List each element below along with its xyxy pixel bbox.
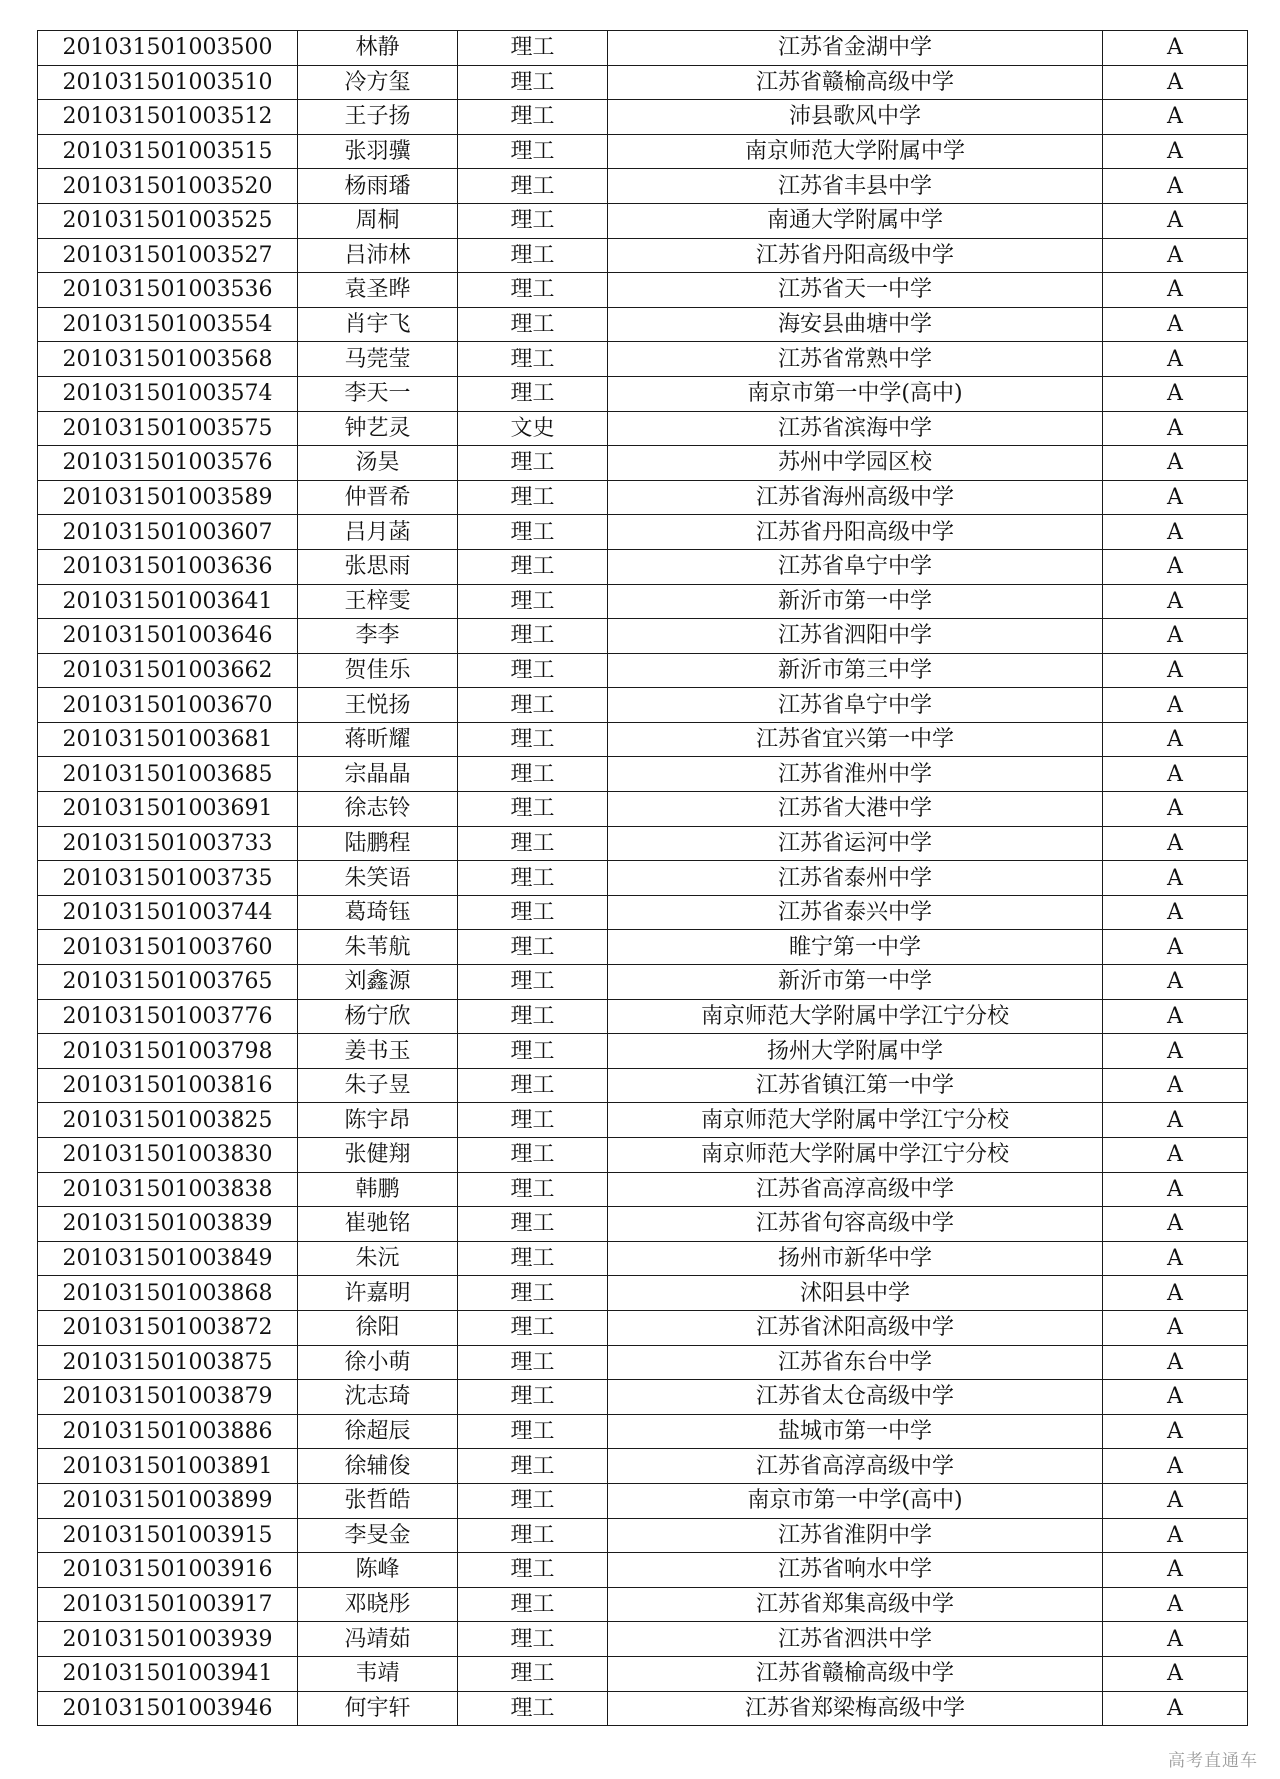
cell-school: 江苏省宜兴第一中学 — [608, 722, 1103, 757]
cell-grade: A — [1103, 1518, 1248, 1553]
table-row — [38, 584, 1248, 619]
cell-exam-id: 201031501003916 — [38, 1553, 298, 1588]
cell-student-name: 徐小萌 — [298, 1345, 458, 1380]
cell-exam-id: 201031501003849 — [38, 1241, 298, 1276]
table-row — [38, 1207, 1248, 1242]
cell-exam-id: 201031501003872 — [38, 1310, 298, 1345]
cell-student-name: 许嘉明 — [298, 1276, 458, 1311]
cell-school: 江苏省句容高级中学 — [608, 1207, 1103, 1242]
cell-student-name: 张羽骥 — [298, 134, 458, 169]
cell-student-name: 徐阳 — [298, 1310, 458, 1345]
cell-student-name: 朱笑语 — [298, 861, 458, 896]
cell-student-name: 刘鑫源 — [298, 965, 458, 1000]
cell-grade: A — [1103, 134, 1248, 169]
cell-grade: A — [1103, 895, 1248, 930]
cell-track: 理工 — [458, 307, 608, 342]
table-row — [38, 930, 1248, 965]
cell-student-name: 朱沅 — [298, 1241, 458, 1276]
cell-grade: A — [1103, 1587, 1248, 1622]
cell-grade: A — [1103, 203, 1248, 238]
cell-exam-id: 201031501003879 — [38, 1380, 298, 1415]
cell-track: 理工 — [458, 1207, 608, 1242]
cell-exam-id: 201031501003681 — [38, 722, 298, 757]
cell-exam-id: 201031501003607 — [38, 515, 298, 550]
cell-school: 南京师范大学附属中学 — [608, 134, 1103, 169]
cell-school: 江苏省运河中学 — [608, 826, 1103, 861]
cell-track: 理工 — [458, 722, 608, 757]
cell-school: 新沂市第一中学 — [608, 584, 1103, 619]
cell-school: 江苏省天一中学 — [608, 273, 1103, 308]
cell-school: 江苏省镇江第一中学 — [608, 1068, 1103, 1103]
cell-track: 理工 — [458, 826, 608, 861]
cell-exam-id: 201031501003589 — [38, 480, 298, 515]
cell-exam-id: 201031501003685 — [38, 757, 298, 792]
cell-school: 江苏省泰州中学 — [608, 861, 1103, 896]
table-row — [38, 480, 1248, 515]
cell-student-name: 李李 — [298, 619, 458, 654]
cell-grade: A — [1103, 31, 1248, 66]
cell-student-name: 姜书玉 — [298, 1034, 458, 1069]
cell-track: 理工 — [458, 1276, 608, 1311]
cell-track: 理工 — [458, 1103, 608, 1138]
cell-school: 江苏省泗洪中学 — [608, 1622, 1103, 1657]
cell-grade: A — [1103, 653, 1248, 688]
cell-exam-id: 201031501003899 — [38, 1483, 298, 1518]
cell-student-name: 韩鹏 — [298, 1172, 458, 1207]
table-row — [38, 134, 1248, 169]
cell-student-name: 宗晶晶 — [298, 757, 458, 792]
table-row — [38, 1449, 1248, 1484]
cell-exam-id: 201031501003891 — [38, 1449, 298, 1484]
cell-school: 江苏省赣榆高级中学 — [608, 1656, 1103, 1691]
cell-exam-id: 201031501003554 — [38, 307, 298, 342]
cell-grade: A — [1103, 1449, 1248, 1484]
cell-exam-id: 201031501003825 — [38, 1103, 298, 1138]
watermark-text: 高考直通车 — [1168, 1751, 1258, 1771]
cell-exam-id: 201031501003744 — [38, 895, 298, 930]
document-page — [37, 30, 1247, 1726]
table-row — [38, 446, 1248, 481]
cell-school: 江苏省海州高级中学 — [608, 480, 1103, 515]
cell-student-name: 邓晓彤 — [298, 1587, 458, 1622]
cell-track: 理工 — [458, 203, 608, 238]
cell-exam-id: 201031501003776 — [38, 999, 298, 1034]
cell-student-name: 贺佳乐 — [298, 653, 458, 688]
table-row — [38, 1138, 1248, 1173]
cell-grade: A — [1103, 792, 1248, 827]
cell-exam-id: 201031501003512 — [38, 100, 298, 135]
cell-track: 理工 — [458, 895, 608, 930]
cell-grade: A — [1103, 688, 1248, 723]
cell-student-name: 王梓雯 — [298, 584, 458, 619]
cell-grade: A — [1103, 1656, 1248, 1691]
cell-grade: A — [1103, 307, 1248, 342]
table-row — [38, 169, 1248, 204]
table-row — [38, 1172, 1248, 1207]
cell-exam-id: 201031501003662 — [38, 653, 298, 688]
cell-school: 江苏省太仓高级中学 — [608, 1380, 1103, 1415]
cell-student-name: 杨宁欣 — [298, 999, 458, 1034]
cell-exam-id: 201031501003691 — [38, 792, 298, 827]
cell-track: 理工 — [458, 1034, 608, 1069]
cell-school: 江苏省阜宁中学 — [608, 688, 1103, 723]
cell-exam-id: 201031501003838 — [38, 1172, 298, 1207]
cell-student-name: 吕沛林 — [298, 238, 458, 273]
cell-exam-id: 201031501003670 — [38, 688, 298, 723]
cell-track: 理工 — [458, 1587, 608, 1622]
cell-school: 江苏省淮州中学 — [608, 757, 1103, 792]
cell-grade: A — [1103, 480, 1248, 515]
cell-student-name: 肖宇飞 — [298, 307, 458, 342]
cell-grade: A — [1103, 1172, 1248, 1207]
cell-exam-id: 201031501003915 — [38, 1518, 298, 1553]
cell-student-name: 朱子昱 — [298, 1068, 458, 1103]
cell-school: 江苏省丹阳高级中学 — [608, 238, 1103, 273]
table-row — [38, 1241, 1248, 1276]
cell-track: 理工 — [458, 1380, 608, 1415]
table-row — [38, 1553, 1248, 1588]
cell-exam-id: 201031501003510 — [38, 65, 298, 100]
cell-exam-id: 201031501003939 — [38, 1622, 298, 1657]
cell-exam-id: 201031501003527 — [38, 238, 298, 273]
cell-grade: A — [1103, 1345, 1248, 1380]
cell-grade: A — [1103, 273, 1248, 308]
cell-track: 理工 — [458, 480, 608, 515]
cell-school: 江苏省滨海中学 — [608, 411, 1103, 446]
table-row — [38, 549, 1248, 584]
cell-school: 苏州中学园区校 — [608, 446, 1103, 481]
table-row — [38, 1380, 1248, 1415]
cell-school: 江苏省金湖中学 — [608, 31, 1103, 66]
cell-exam-id: 201031501003575 — [38, 411, 298, 446]
cell-track: 理工 — [458, 238, 608, 273]
cell-track: 理工 — [458, 1691, 608, 1726]
cell-exam-id: 201031501003941 — [38, 1656, 298, 1691]
cell-exam-id: 201031501003568 — [38, 342, 298, 377]
cell-student-name: 葛琦钰 — [298, 895, 458, 930]
cell-track: 理工 — [458, 653, 608, 688]
cell-track: 理工 — [458, 446, 608, 481]
cell-exam-id: 201031501003646 — [38, 619, 298, 654]
cell-track: 理工 — [458, 1172, 608, 1207]
cell-grade: A — [1103, 1310, 1248, 1345]
cell-school: 睢宁第一中学 — [608, 930, 1103, 965]
cell-school: 沭阳县中学 — [608, 1276, 1103, 1311]
cell-exam-id: 201031501003636 — [38, 549, 298, 584]
cell-track: 理工 — [458, 515, 608, 550]
cell-grade: A — [1103, 100, 1248, 135]
roster-table-body — [38, 31, 1248, 1726]
cell-school: 江苏省丹阳高级中学 — [608, 515, 1103, 550]
cell-student-name: 张健翔 — [298, 1138, 458, 1173]
cell-track: 理工 — [458, 584, 608, 619]
cell-student-name: 王悦扬 — [298, 688, 458, 723]
cell-track: 理工 — [458, 31, 608, 66]
cell-student-name: 徐超辰 — [298, 1414, 458, 1449]
cell-exam-id: 201031501003868 — [38, 1276, 298, 1311]
cell-school: 江苏省郑梁梅高级中学 — [608, 1691, 1103, 1726]
cell-grade: A — [1103, 861, 1248, 896]
cell-exam-id: 201031501003886 — [38, 1414, 298, 1449]
cell-track: 理工 — [458, 999, 608, 1034]
cell-school: 江苏省丰县中学 — [608, 169, 1103, 204]
table-row — [38, 1276, 1248, 1311]
cell-exam-id: 201031501003798 — [38, 1034, 298, 1069]
cell-student-name: 崔驰铭 — [298, 1207, 458, 1242]
table-row — [38, 31, 1248, 66]
cell-exam-id: 201031501003733 — [38, 826, 298, 861]
cell-student-name: 汤昊 — [298, 446, 458, 481]
cell-school: 南京师范大学附属中学江宁分校 — [608, 1103, 1103, 1138]
cell-student-name: 陈宇昂 — [298, 1103, 458, 1138]
cell-track: 理工 — [458, 1449, 608, 1484]
cell-student-name: 钟艺灵 — [298, 411, 458, 446]
cell-track: 理工 — [458, 965, 608, 1000]
cell-track: 理工 — [458, 1138, 608, 1173]
cell-grade: A — [1103, 65, 1248, 100]
cell-grade: A — [1103, 342, 1248, 377]
table-row — [38, 1310, 1248, 1345]
cell-student-name: 徐志铃 — [298, 792, 458, 827]
table-row — [38, 619, 1248, 654]
table-row — [38, 411, 1248, 446]
cell-school: 江苏省阜宁中学 — [608, 549, 1103, 584]
cell-exam-id: 201031501003574 — [38, 376, 298, 411]
cell-track: 理工 — [458, 376, 608, 411]
cell-school: 江苏省大港中学 — [608, 792, 1103, 827]
cell-grade: A — [1103, 1553, 1248, 1588]
cell-student-name: 林静 — [298, 31, 458, 66]
cell-student-name: 冯靖茹 — [298, 1622, 458, 1657]
cell-school: 新沂市第一中学 — [608, 965, 1103, 1000]
cell-track: 理工 — [458, 1553, 608, 1588]
cell-exam-id: 201031501003536 — [38, 273, 298, 308]
cell-school: 南京师范大学附属中学江宁分校 — [608, 1138, 1103, 1173]
cell-grade: A — [1103, 549, 1248, 584]
cell-student-name: 沈志琦 — [298, 1380, 458, 1415]
cell-track: 理工 — [458, 1345, 608, 1380]
cell-grade: A — [1103, 446, 1248, 481]
cell-student-name: 仲晋希 — [298, 480, 458, 515]
cell-school: 江苏省泰兴中学 — [608, 895, 1103, 930]
cell-grade: A — [1103, 238, 1248, 273]
cell-track: 理工 — [458, 134, 608, 169]
cell-exam-id: 201031501003917 — [38, 1587, 298, 1622]
table-row — [38, 722, 1248, 757]
cell-student-name: 张哲皓 — [298, 1483, 458, 1518]
cell-track: 理工 — [458, 861, 608, 896]
cell-school: 海安县曲塘中学 — [608, 307, 1103, 342]
cell-school: 扬州市新华中学 — [608, 1241, 1103, 1276]
cell-school: 江苏省响水中学 — [608, 1553, 1103, 1588]
cell-student-name: 马莞莹 — [298, 342, 458, 377]
cell-grade: A — [1103, 1103, 1248, 1138]
cell-student-name: 周桐 — [298, 203, 458, 238]
cell-track: 文史 — [458, 411, 608, 446]
cell-track: 理工 — [458, 1656, 608, 1691]
cell-track: 理工 — [458, 619, 608, 654]
cell-grade: A — [1103, 965, 1248, 1000]
cell-student-name: 吕月菡 — [298, 515, 458, 550]
cell-school: 江苏省泗阳中学 — [608, 619, 1103, 654]
cell-exam-id: 201031501003515 — [38, 134, 298, 169]
table-row — [38, 965, 1248, 1000]
cell-grade: A — [1103, 757, 1248, 792]
cell-student-name: 李旻金 — [298, 1518, 458, 1553]
cell-student-name: 杨雨璠 — [298, 169, 458, 204]
table-row — [38, 999, 1248, 1034]
cell-school: 南京市第一中学(高中) — [608, 376, 1103, 411]
cell-track: 理工 — [458, 342, 608, 377]
cell-grade: A — [1103, 584, 1248, 619]
cell-track: 理工 — [458, 688, 608, 723]
table-row — [38, 861, 1248, 896]
cell-track: 理工 — [458, 1483, 608, 1518]
cell-exam-id: 201031501003816 — [38, 1068, 298, 1103]
cell-school: 南通大学附属中学 — [608, 203, 1103, 238]
cell-track: 理工 — [458, 930, 608, 965]
cell-school: 江苏省郑集高级中学 — [608, 1587, 1103, 1622]
table-row — [38, 895, 1248, 930]
table-row — [38, 688, 1248, 723]
cell-track: 理工 — [458, 1310, 608, 1345]
table-row — [38, 273, 1248, 308]
cell-exam-id: 201031501003641 — [38, 584, 298, 619]
cell-grade: A — [1103, 376, 1248, 411]
cell-student-name: 朱苇航 — [298, 930, 458, 965]
cell-student-name: 徐辅俊 — [298, 1449, 458, 1484]
cell-grade: A — [1103, 1483, 1248, 1518]
cell-grade: A — [1103, 826, 1248, 861]
table-row — [38, 757, 1248, 792]
cell-student-name: 陆鹏程 — [298, 826, 458, 861]
cell-grade: A — [1103, 515, 1248, 550]
cell-school: 江苏省高淳高级中学 — [608, 1172, 1103, 1207]
table-row — [38, 1518, 1248, 1553]
cell-grade: A — [1103, 1138, 1248, 1173]
cell-school: 新沂市第三中学 — [608, 653, 1103, 688]
cell-exam-id: 201031501003735 — [38, 861, 298, 896]
table-row — [38, 1068, 1248, 1103]
table-row — [38, 307, 1248, 342]
table-row — [38, 1656, 1248, 1691]
table-row — [38, 1345, 1248, 1380]
cell-school: 江苏省高淳高级中学 — [608, 1449, 1103, 1484]
cell-grade: A — [1103, 1034, 1248, 1069]
cell-track: 理工 — [458, 1622, 608, 1657]
cell-student-name: 张思雨 — [298, 549, 458, 584]
table-row — [38, 100, 1248, 135]
cell-student-name: 袁圣晔 — [298, 273, 458, 308]
table-row — [38, 65, 1248, 100]
table-row — [38, 238, 1248, 273]
table-row — [38, 515, 1248, 550]
cell-school: 江苏省东台中学 — [608, 1345, 1103, 1380]
cell-student-name: 冷方玺 — [298, 65, 458, 100]
cell-exam-id: 201031501003520 — [38, 169, 298, 204]
cell-grade: A — [1103, 930, 1248, 965]
cell-exam-id: 201031501003875 — [38, 1345, 298, 1380]
cell-exam-id: 201031501003765 — [38, 965, 298, 1000]
cell-grade: A — [1103, 1207, 1248, 1242]
cell-student-name: 王子扬 — [298, 100, 458, 135]
cell-school: 江苏省淮阴中学 — [608, 1518, 1103, 1553]
table-row — [38, 1622, 1248, 1657]
table-row — [38, 1414, 1248, 1449]
cell-exam-id: 201031501003839 — [38, 1207, 298, 1242]
cell-exam-id: 201031501003830 — [38, 1138, 298, 1173]
table-row — [38, 792, 1248, 827]
table-row — [38, 1103, 1248, 1138]
cell-grade: A — [1103, 1241, 1248, 1276]
cell-student-name: 李天一 — [298, 376, 458, 411]
cell-school: 南京市第一中学(高中) — [608, 1483, 1103, 1518]
cell-track: 理工 — [458, 65, 608, 100]
cell-school: 扬州大学附属中学 — [608, 1034, 1103, 1069]
student-roster-table — [37, 30, 1248, 1726]
cell-grade: A — [1103, 722, 1248, 757]
cell-exam-id: 201031501003576 — [38, 446, 298, 481]
cell-school: 盐城市第一中学 — [608, 1414, 1103, 1449]
table-row — [38, 342, 1248, 377]
cell-grade: A — [1103, 169, 1248, 204]
cell-track: 理工 — [458, 792, 608, 827]
cell-track: 理工 — [458, 1068, 608, 1103]
table-row — [38, 376, 1248, 411]
cell-student-name: 何宇轩 — [298, 1691, 458, 1726]
cell-exam-id: 201031501003525 — [38, 203, 298, 238]
cell-school: 江苏省沭阳高级中学 — [608, 1310, 1103, 1345]
table-row — [38, 1587, 1248, 1622]
table-row — [38, 1691, 1248, 1726]
cell-student-name: 陈峰 — [298, 1553, 458, 1588]
cell-grade: A — [1103, 411, 1248, 446]
cell-school: 沛县歌风中学 — [608, 100, 1103, 135]
cell-student-name: 蒋昕耀 — [298, 722, 458, 757]
table-row — [38, 1034, 1248, 1069]
cell-grade: A — [1103, 1380, 1248, 1415]
cell-grade: A — [1103, 999, 1248, 1034]
cell-track: 理工 — [458, 757, 608, 792]
cell-exam-id: 201031501003946 — [38, 1691, 298, 1726]
cell-exam-id: 201031501003500 — [38, 31, 298, 66]
cell-track: 理工 — [458, 169, 608, 204]
table-row — [38, 203, 1248, 238]
cell-grade: A — [1103, 1068, 1248, 1103]
cell-exam-id: 201031501003760 — [38, 930, 298, 965]
cell-grade: A — [1103, 1691, 1248, 1726]
cell-track: 理工 — [458, 1414, 608, 1449]
cell-track: 理工 — [458, 1241, 608, 1276]
table-row — [38, 826, 1248, 861]
cell-track: 理工 — [458, 549, 608, 584]
cell-grade: A — [1103, 619, 1248, 654]
cell-track: 理工 — [458, 1518, 608, 1553]
cell-school: 南京师范大学附属中学江宁分校 — [608, 999, 1103, 1034]
cell-track: 理工 — [458, 273, 608, 308]
cell-school: 江苏省常熟中学 — [608, 342, 1103, 377]
cell-grade: A — [1103, 1414, 1248, 1449]
table-row — [38, 1483, 1248, 1518]
table-row — [38, 653, 1248, 688]
cell-grade: A — [1103, 1276, 1248, 1311]
cell-track: 理工 — [458, 100, 608, 135]
cell-school: 江苏省赣榆高级中学 — [608, 65, 1103, 100]
cell-grade: A — [1103, 1622, 1248, 1657]
cell-student-name: 韦靖 — [298, 1656, 458, 1691]
